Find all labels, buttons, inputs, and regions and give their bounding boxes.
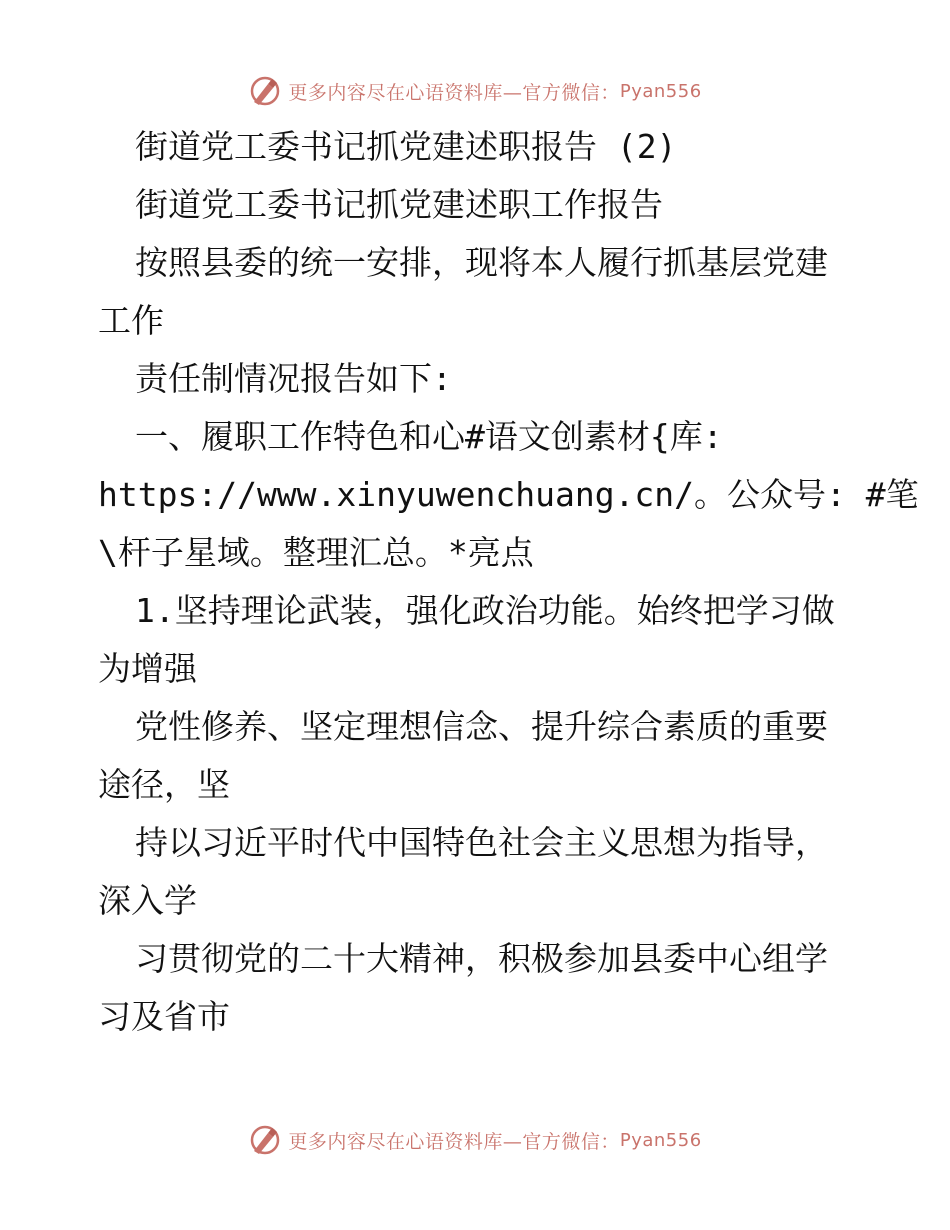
document-line: 街道党工委书记抓党建述职报告 (2): [135, 127, 677, 166]
document-line: 为增强: [98, 649, 197, 688]
pen-logo-icon: [248, 1123, 282, 1157]
document-line: 责任制情况报告如下:: [135, 359, 452, 398]
watermark-wechat-id: Pyan556: [619, 80, 702, 102]
document-line: https://www.xinyuwenchuang.cn/。公众号: #笔: [98, 475, 919, 514]
document-line: 党性修养、坚定理想信念、提升综合素质的重要: [135, 707, 828, 746]
document-line: \杆子星域。整理汇总。*亮点: [98, 533, 534, 572]
document-line: 1.坚持理论武装，强化政治功能。始终把学习做: [135, 591, 835, 630]
watermark-text: 更多内容尽在心语资料库—官方微信：: [288, 1130, 620, 1153]
watermark-wechat-id: Pyan556: [619, 1129, 702, 1151]
watermark-banner-top: [0, 74, 950, 108]
document-line: 习贯彻党的二十大精神，积极参加县委中心组学: [135, 939, 828, 978]
document-line: 一、履职工作特色和心#语文创素材{库:: [135, 417, 723, 456]
document-line: 深入学: [98, 881, 197, 920]
document-line: 习及省市: [98, 997, 230, 1036]
watermark-banner-bottom: [0, 1123, 950, 1157]
watermark-text: 更多内容尽在心语资料库—官方微信：: [288, 81, 620, 104]
document-line: 途径，坚: [98, 765, 230, 804]
document-line: 工作: [98, 301, 164, 340]
pen-logo-icon: [248, 74, 282, 108]
document-line: 街道党工委书记抓党建述职工作报告: [135, 185, 663, 224]
document-line: 按照县委的统一安排，现将本人履行抓基层党建: [135, 243, 828, 282]
document-line: 持以习近平时代中国特色社会主义思想为指导，: [135, 823, 828, 862]
document-body: [0, 118, 950, 1046]
